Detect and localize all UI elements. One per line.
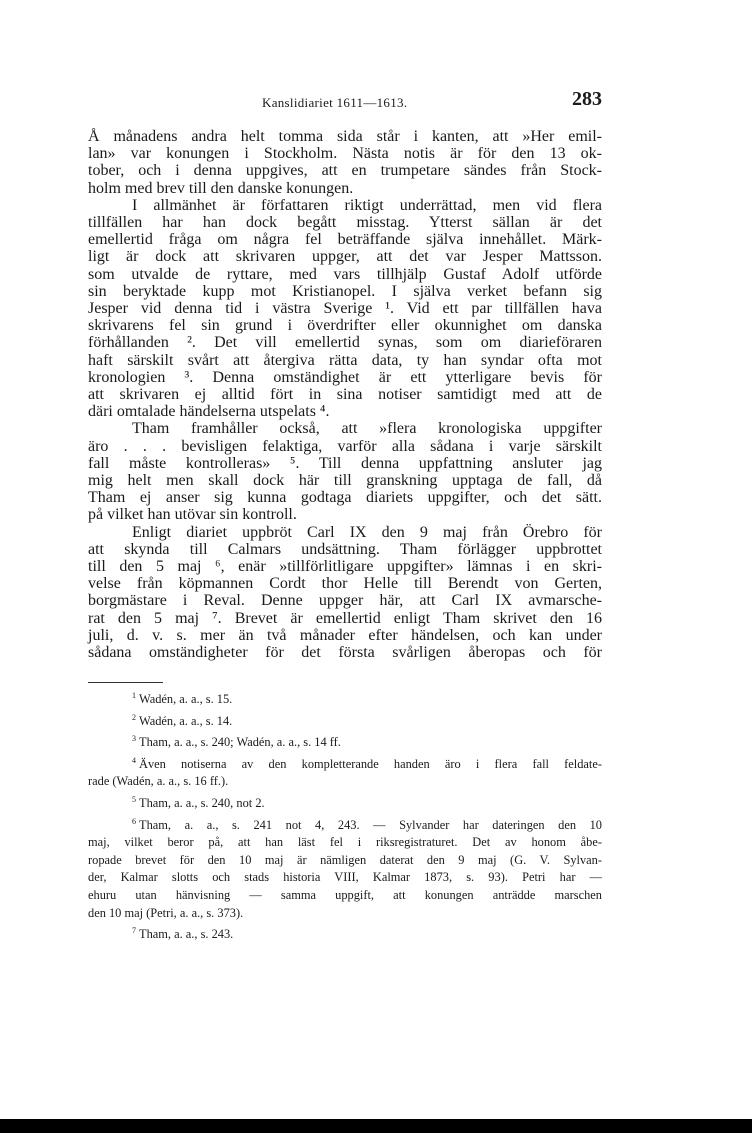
text-line: velse från köpmannen Cordt thor Helle till Berendt von Gerten, — [88, 575, 602, 593]
footnote-mark: 5 — [132, 794, 136, 804]
footnote-line — [88, 752, 602, 774]
text-line: Jesper vid denna tid i västra Sverige ¹. Vid ett par tillfällen hava — [88, 300, 602, 318]
text-line: sådana omständigheter för det första svårligen åberopas och för — [88, 644, 602, 662]
footnote-text: Tham, a. a., s. 240; Wadén, a. a., s. 14 ff. — [139, 735, 341, 750]
footnote-text: Tham, a. a., s. 241 not 4, 243. — Sylvander har dateringen den 10 — [139, 817, 602, 832]
page-number: 283 — [572, 88, 602, 110]
footnote-line — [88, 905, 602, 923]
text-line: däri omtalade händelserna utspelats ⁴. — [88, 403, 330, 421]
footnote — [88, 730, 602, 752]
text-line: kronologien ³. Denna omständighet är ett ytterligare bevis för — [88, 368, 602, 386]
footnote-text: Wadén, a. a., s. 14. — [139, 713, 233, 728]
footnote-mark: 1 — [132, 691, 136, 700]
footnote-text: Tham, a. a., s. 243. — [139, 927, 234, 942]
text-line: holm med brev till den danske konungen. — [88, 179, 354, 197]
footnote-text: ropade brevet för den 10 maj är nämligen daterat den 9 maj (G. V. Sylvan- — [88, 852, 602, 867]
text-line: haft särskilt svårt att återgiva rätta data, ty han syndar ofta mot — [88, 351, 602, 369]
footnotes — [88, 687, 602, 944]
text-line: lan» var konungen i Stockholm. Nästa notis är för den 13 ok- — [88, 145, 602, 163]
text-line: ligt är dock att skrivaren uppger, att det var Jesper Mattsson. — [88, 248, 602, 266]
footnote-text: ehuru utan hänvisning — samma uppgift, att konungen anträdde marschen — [88, 887, 602, 902]
footnote-line — [88, 869, 602, 887]
footnote-mark: 3 — [132, 734, 136, 744]
text-line: förhållanden ². Det vill emellertid synas, som om diarieföraren — [88, 334, 602, 352]
footnote-text: Wadén, a. a., s. 15. — [139, 692, 233, 706]
footnote-rule — [88, 682, 163, 683]
footnote-mark: 2 — [132, 712, 136, 722]
text-line: på vilket han utövar sin kontroll. — [88, 506, 297, 524]
text-line: emellertid fråga om några fel beträffande själva innehållet. Märk- — [88, 231, 602, 249]
text-line: att skrivaren ej alltid fört in sina notiser samtidigt med att de — [88, 386, 602, 404]
text-line: tober, och i denna uppgives, att en trumpetare sändes från Stock- — [88, 162, 602, 180]
text-line: äro . . . bevisligen felaktiga, varför alla sådana i varje särskilt — [88, 437, 602, 455]
text-line: juli, d. v. s. mer än två månader efter händelsen, och kan under — [88, 626, 602, 644]
footnote — [88, 709, 602, 731]
text-line: tillfällen har han dock begått misstag. Ytterst sällan är det — [88, 214, 602, 232]
footnote-mark: 7 — [132, 926, 136, 936]
page-header — [88, 88, 602, 118]
text-line: att skynda till Calmars undsättning. Tham förlägger uppbrottet — [88, 540, 602, 558]
footnote-text: der, Kalmar slotts och stads historia VIII, Kalmar 1873, s. 93). Petri har — — [88, 870, 602, 885]
footnote — [88, 922, 602, 944]
footnote — [88, 791, 602, 813]
text-line: skrivarens fel sin grund i överdrifter eller okunnighet om danska — [88, 317, 602, 335]
footnote-line — [88, 834, 602, 852]
text-line: mig helt men skall dock här till granskning upptaga de fall, då — [88, 472, 602, 490]
text-line: sin beryktade kupp mot Kristianopel. I själva verket befann sig — [88, 282, 602, 300]
text-line: Tham framhåller också, att »flera kronologiska uppgifter — [132, 420, 602, 438]
text-line: till den 5 maj ⁶, enär »tillförlitligare uppgifter» lämnas i en skri- — [88, 558, 602, 576]
footnote-line — [88, 887, 602, 905]
text-line: rat den 5 maj ⁷. Brevet är emellertid enligt Tham skrivet den 16 — [88, 609, 602, 627]
footnote-mark: 4 — [132, 755, 136, 765]
text-line: Enligt diariet uppbröt Carl IX den 9 maj från Örebro för — [132, 523, 602, 541]
text-line: Å månadens andra helt tomma sida står i kanten, att »Her emil- — [88, 128, 602, 145]
body-text — [88, 128, 602, 661]
text-line: I allmänhet är författaren riktigt underrättad, men vid flera — [132, 196, 602, 214]
footnote — [88, 687, 602, 709]
text-line: som utvalde de ryttare, med vars tillhjälp Gustaf Adolf utförde — [88, 265, 602, 283]
text-line: borgmästare i Reval. Denne uppger här, att Carl IX avmarsche- — [88, 592, 602, 610]
running-title: Kanslidiariet 1611—1613. — [262, 95, 408, 110]
footnote-line — [88, 813, 602, 835]
text-line: fall måste kontrolleras» ⁵. Till denna uppfattning ansluter jag — [88, 454, 602, 472]
text-line: Tham ej anser sig kunna godtaga diariets uppgifter, och det sätt. — [88, 489, 602, 507]
footnote-text: rade (Wadén, a. a., s. 16 ff.). — [88, 774, 229, 789]
footnote-text: den 10 maj (Petri, a. a., s. 373). — [88, 905, 244, 920]
footnote-mark: 6 — [132, 816, 136, 826]
footnote-line — [88, 773, 602, 791]
footnote-text: maj, vilket beror på, att han läst fel i riksregistraturet. Det av honom åbe- — [88, 835, 602, 850]
scan-edge-bar — [0, 1119, 752, 1133]
footnote-line — [88, 852, 602, 870]
footnote-text: Även notiserna av den kompletterande handen äro i flera fall feldate- — [139, 756, 602, 771]
footnote-text: Tham, a. a., s. 240, not 2. — [139, 795, 265, 810]
